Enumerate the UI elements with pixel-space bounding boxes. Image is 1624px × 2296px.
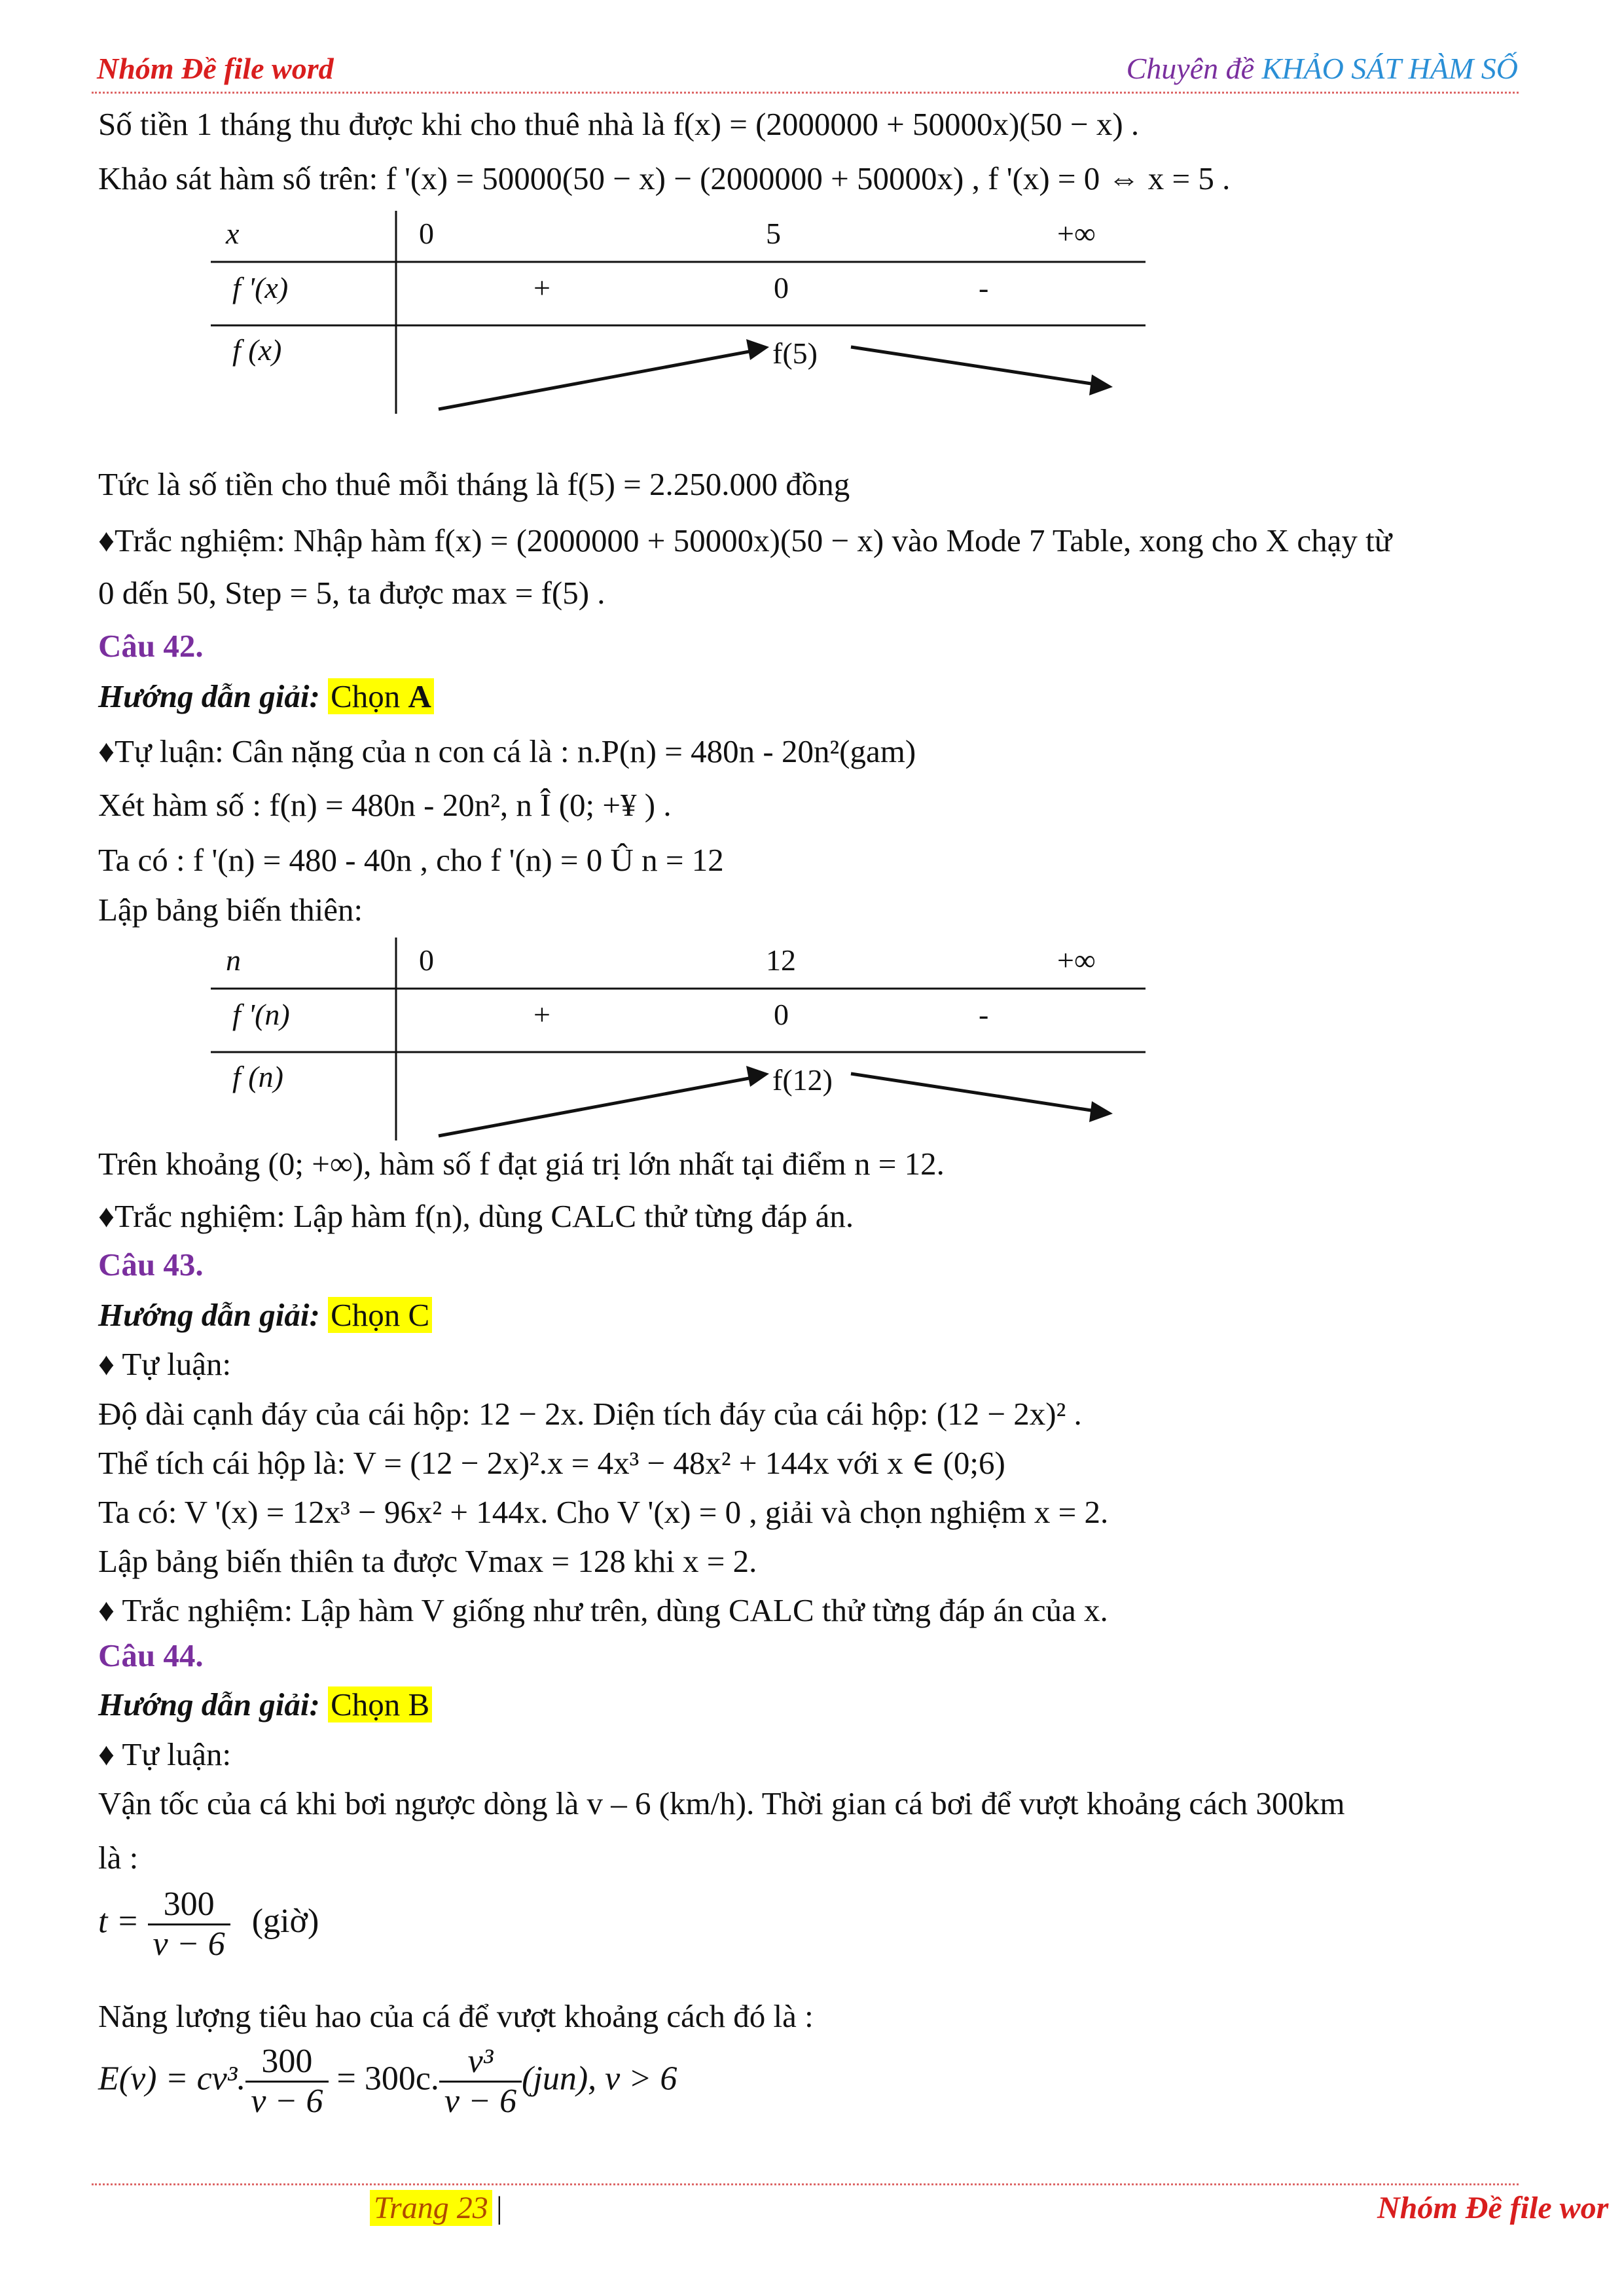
q44-line-3: Năng lượng tiêu hao của cá để vượt khoảng cách đó là : — [98, 1998, 814, 2034]
table2-increase-arrow — [439, 1077, 756, 1136]
table2-decrease-arrowhead — [1089, 1101, 1113, 1122]
table1-deriv-label: f '(x) — [232, 271, 289, 304]
e-denominator-1: v − 6 — [251, 2083, 323, 2120]
q43-line-4: Ta có: V '(x) = 12x³ − 96x² + 144x. Cho V '(x) = 0 , giải và chọn nghiệm x = 2. — [98, 1494, 1109, 1530]
q42-answer-letter: A — [408, 678, 431, 714]
table1-max-label: f(5) — [772, 337, 818, 370]
table2-func-label: f (n) — [232, 1060, 283, 1093]
q42-line-4: Lập bảng biến thiên: — [98, 892, 363, 928]
e-mid: = 300c. — [336, 2060, 439, 2098]
e-numerator-1: 300 — [245, 2043, 328, 2083]
intro-line-2: Khảo sát hàm số trên: f '(x) = 50000(50 − x) − (2000000 + 50000x) , f '(x) = 0 ⇔ x = 5 . — [98, 160, 1231, 196]
table1-increase-arrow — [439, 350, 756, 409]
header-right-title — [1127, 51, 1518, 86]
table2-deriv-label: f '(n) — [232, 998, 290, 1031]
q43-line-2: Độ dài cạnh đáy của cái hộp: 12 − 2x. Diện tích đáy của cái hộp: (12 − 2x)² . — [98, 1396, 1082, 1432]
q44-line-2a: Vận tốc của cá khi bơi ngược dòng là v – 6 (km/h). Thời gian cá bơi để vượt khoảng cách 300km — [98, 1785, 1345, 1821]
table1-x0: 0 — [419, 217, 434, 250]
footer-right-title: Nhóm Đề file wor — [1377, 2191, 1609, 2225]
t-numerator: 300 — [148, 1886, 230, 1925]
table1-minus: - — [979, 271, 989, 304]
table2-increase-arrowhead — [746, 1066, 769, 1087]
q44-choice: Chọn B — [328, 1686, 432, 1722]
header-right-topic: KHẢO SÁT HÀM SỐ — [1261, 52, 1518, 85]
footer-page-number: Trang 23 — [370, 2190, 492, 2226]
t-fraction — [148, 1886, 230, 1963]
e-lhs: E(v) = cv³. — [98, 2060, 246, 2098]
q43-guide — [98, 1296, 432, 1334]
q42-line-3: Ta có : f '(n) = 480 - 40n , cho f '(n) = 0 Û n = 12 — [98, 842, 724, 878]
q42-line-5: Trên khoảng (0; +∞), hàm số f đạt giá trị lớn nhất tại điểm n = 12. — [98, 1146, 945, 1182]
q43-line-1: ♦ Tự luận: — [98, 1346, 232, 1382]
table2-var: n — [226, 943, 241, 977]
table1-decrease-arrow — [851, 347, 1100, 385]
table1-zero: 0 — [774, 271, 789, 304]
header-left-title: Nhóm Đề file word — [97, 52, 334, 85]
table2-x1: 12 — [766, 943, 796, 977]
header-rule — [92, 92, 1519, 94]
table1-decrease-arrowhead — [1089, 374, 1113, 395]
q42-line-6: ♦Trắc nghiệm: Lập hàm f(n), dùng CALC thử từng đáp án. — [98, 1198, 854, 1234]
quiz-line-1: ♦Trắc nghiệm: Nhập hàm f(x) = (2000000 + 50000x)(50 − x) vào Mode 7 Table, xong cho X chạy từ — [98, 522, 1392, 558]
q42-guide-label: Hướng dẫn giải: — [98, 678, 320, 714]
e-numerator-2: v³ — [439, 2043, 522, 2083]
q43-choice: Chọn C — [328, 1297, 432, 1333]
table1-plus: + — [533, 271, 550, 304]
e-rhs: (jun), v > 6 — [522, 2060, 677, 2098]
table2-x2: +∞ — [1057, 943, 1096, 977]
footer-separator: | — [496, 2191, 503, 2225]
q42-line-1: ♦Tự luận: Cân nặng của n con cá là : n.P(n) = 480n - 20n²(gam) — [98, 733, 916, 769]
q44-line-2b: là : — [98, 1840, 139, 1876]
footer-rule — [92, 2183, 1519, 2185]
table1-x1: 5 — [766, 217, 781, 250]
q42-choose-text: Chọn — [331, 678, 408, 714]
t-unit: (giờ) — [251, 1903, 319, 1941]
e-fraction-2 — [439, 2043, 522, 2121]
q44-time-formula — [98, 1886, 319, 1963]
table1-var: x — [226, 217, 240, 250]
q43-line-3: Thể tích cái hộp là: V = (12 − 2x)².x = 4x³ − 48x² + 144x với x ∈ (0;6) — [98, 1445, 1005, 1481]
q42-choice — [328, 678, 434, 714]
intro-line-1: Số tiền 1 tháng thu được khi cho thuê nhà là f(x) = (2000000 + 50000x)(50 − x) . — [98, 106, 1140, 142]
table2-plus: + — [533, 998, 550, 1031]
table1-x2: +∞ — [1057, 217, 1096, 250]
table2-x0: 0 — [419, 943, 434, 977]
table1-increase-arrowhead — [746, 339, 769, 360]
header-right-prefix: Chuyên đề — [1126, 52, 1262, 85]
q44-energy-formula — [98, 2043, 677, 2121]
q43-guide-label: Hướng dẫn giải: — [98, 1297, 320, 1333]
q44-guide — [98, 1686, 432, 1723]
q43-line-5: Lập bảng biến thiên ta được Vmax = 128 khi x = 2. — [98, 1543, 757, 1579]
q44-guide-label: Hướng dẫn giải: — [98, 1686, 320, 1722]
q43-line-6: ♦ Trắc nghiệm: Lập hàm V giống như trên, dùng CALC thử từng đáp án của x. — [98, 1592, 1108, 1628]
t-denominator: v − 6 — [153, 1925, 225, 1963]
table2-decrease-arrow — [851, 1074, 1100, 1112]
table2-zero: 0 — [774, 998, 789, 1031]
q43-title: Câu 43. — [98, 1247, 204, 1283]
q42-guide — [98, 678, 434, 715]
table2-minus: - — [979, 998, 989, 1031]
e-denominator-2: v − 6 — [444, 2083, 517, 2120]
e-fraction-1 — [245, 2043, 328, 2121]
table2-max-label: f(12) — [772, 1063, 833, 1097]
q44-title: Câu 44. — [98, 1637, 204, 1673]
q44-line-1: ♦ Tự luận: — [98, 1736, 232, 1772]
q42-line-2: Xét hàm số : f(n) = 480n - 20n², n Î (0; +¥ ) . — [98, 787, 672, 823]
conclusion-line: Tức là số tiền cho thuê mỗi tháng là f(5) = 2.250.000 đồng — [98, 466, 850, 502]
quiz-line-2: 0 dến 50, Step = 5, ta được max = f(5) . — [98, 575, 605, 611]
t-lhs: t = — [98, 1903, 139, 1941]
table1-func-label: f (x) — [232, 333, 282, 367]
q42-title: Câu 42. — [98, 628, 204, 664]
